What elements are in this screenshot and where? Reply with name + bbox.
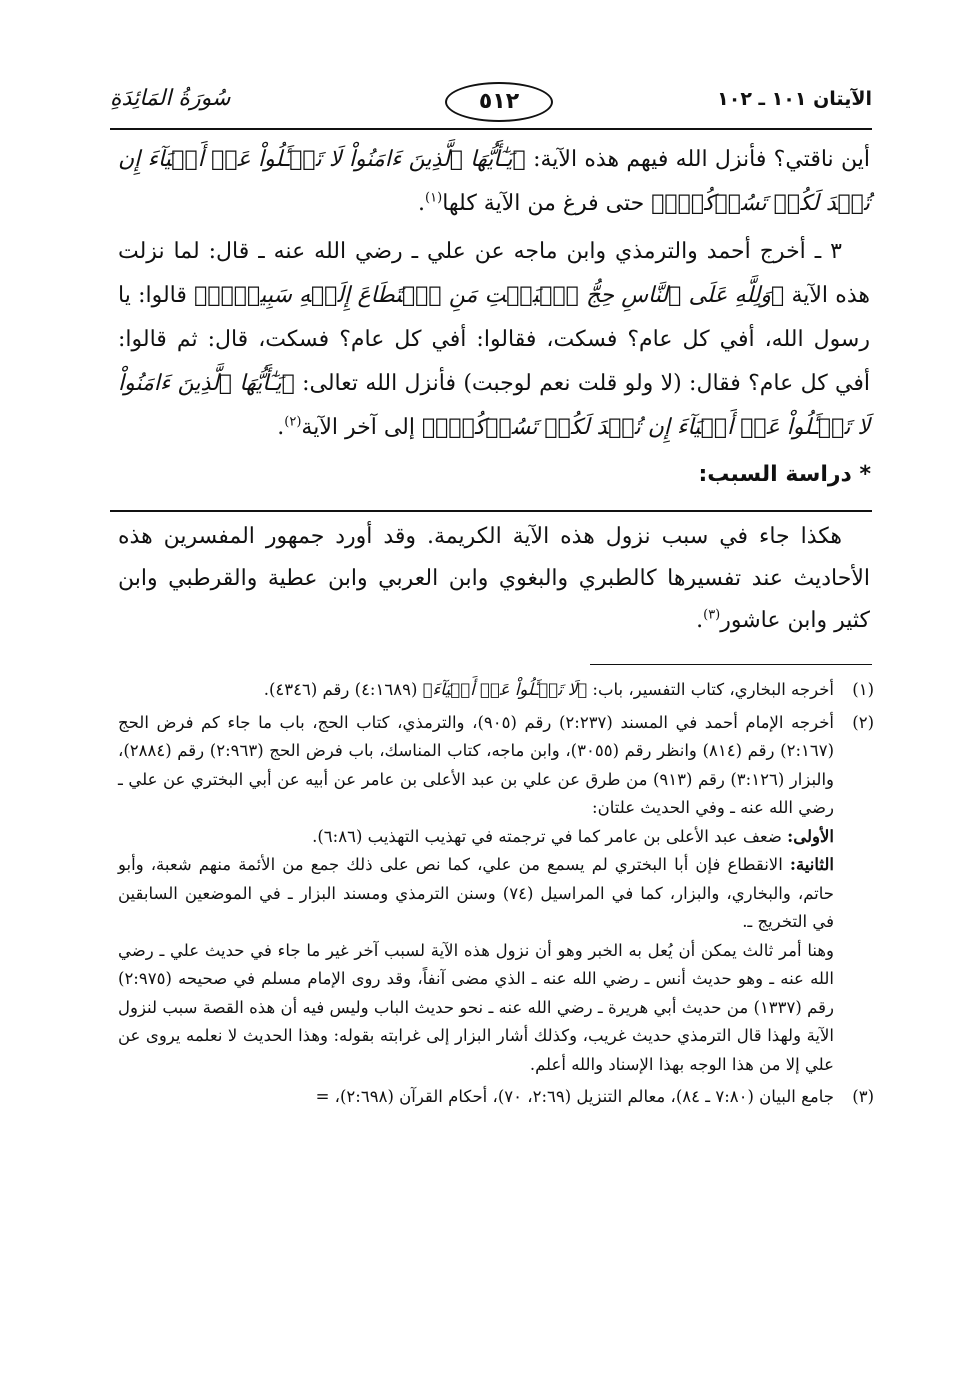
footnote-2 xyxy=(118,709,874,1080)
p1-text-a: أين ناقتي؟ فأنزل الله فيهم هذه الآية: xyxy=(525,147,870,172)
fn2-first-text: ضعف عبد الأعلى بن عامر كما في ترجمته في تهذيب التهذيب (٦:٨٦). xyxy=(312,826,788,846)
footnote-body xyxy=(118,676,834,705)
fn2-second xyxy=(118,851,834,937)
footnote-ref-1[interactable]: (١) xyxy=(425,190,443,206)
p2-text-b: قالوا: يا رسول الله، أفي كل عام؟ فسكت، فقالوا: أفي كل عام؟ فسكت، قال: ثم قالوا: أفي كل عام؟ فقال: (لا ولو قلت نعم لوجبت) فأنزل الله تعالى: xyxy=(118,283,870,396)
fn1-text-a: أخرجه البخاري، كتاب التفسير، باب: xyxy=(587,680,834,699)
fn2-second-text: الانقطاع فإن أبا البختري لم يسمع من علي، كما نص على ذلك جمع من الأئمة منهم شعبة، وأبو حاتم، والبخاري، والبزار، كما في المراسيل (٧٤) وسنن الترمذي ومسند البزار ـ في الموضعين السابقين في التخريج ـ. xyxy=(118,855,834,931)
study-text-a: هكذا جاء في سبب نزول هذه الآية الكريمة. وقد أورد جمهور المفسرين هذه الأحاديث عند تفسيرها كالطبري والبغوي وابن العربي وابن عطية والقرطبي وابن كثير وابن عاشور xyxy=(118,524,870,633)
footnote-1 xyxy=(118,676,874,705)
p2-text-a: ٣ ـ أخرج أحمد والترمذي وابن ماجه عن علي ـ رضي الله عنه ـ قال: لما نزلت هذه الآية xyxy=(118,239,870,308)
p2-text-c: إلى آخر الآية xyxy=(301,415,422,440)
main-text xyxy=(118,138,870,454)
p1-quran: ﴿يَـٰٓأَيُّهَا ٱلَّذِينَ ءَامَنُواْ لَا تَسۡـَٔلُواْ عَنۡ أَشۡيَآءَ إِن تُبۡدَ لَكُمۡ تَسُؤۡكُمۡۖ﴾ xyxy=(118,147,870,216)
fn2-first-label: الأولى: xyxy=(787,826,834,846)
study-text xyxy=(118,516,870,642)
header-divider xyxy=(110,128,872,130)
fn1-text-b: (٤:١٦٨٩) رقم (٤٣٤٦). xyxy=(263,680,423,699)
surah-title: سُورَةُ المَائِدَةِ xyxy=(110,86,231,111)
page-number: ٥١٢ xyxy=(445,82,553,122)
footnote-number: (٢) xyxy=(852,712,874,732)
footnote-divider xyxy=(590,664,872,665)
p2-quran-1: ﴿وَلِلَّهِ عَلَى ٱلنَّاسِ حِجُّ ٱلۡبَيۡتِ مَنِ ٱسۡتَطَاعَ إِلَيۡهِ سَبِيلٗاۚ﴾ xyxy=(194,283,785,308)
p2-end: . xyxy=(277,415,285,440)
footnote-number: (١) xyxy=(852,680,874,699)
footnote-ref-2[interactable]: (٢) xyxy=(284,414,302,430)
fn2-text: أخرجه الإمام أحمد في المسند (٢:٢٣٧) رقم (٩٠٥)، والترمذي، كتاب الحج، باب ما جاء كم فرض الحج (٢:١٦٧) رقم (٨١٤) وانظر رقم (٣٠٥٥)، وابن ماجه، كتاب المناسك، باب فرض الحج (٢:٩٦٣) رقم (٢٨٨٤)، والبزار (٣:١٢٦) رقم (٩١٣) من طرق عن علي بن عبد الأعلى بن عامر عن أبيه عن أبي البختري عن علي ـ رضي الله عنه ـ وفي الحديث علتان: xyxy=(118,712,835,817)
study-end: . xyxy=(696,608,704,633)
footnotes xyxy=(118,676,874,1116)
fn2-third: وهنا أمر ثالث يمكن أن يُعل به الخبر وهو أن نزول هذه الآية لسبب آخر غير ما جاء في حديث علي ـ رضي الله عنه ـ وهو حديث أنس ـ رضي الله عنه ـ الذي مضى آنفاً، وقد روى الإمام مسلم في صحيحه (٢:٩٧٥) رقم (١٣٣٧) من حديث أبي هريرة ـ رضي الله عنه ـ نحو حديث الباب وليس فيه أن هذه القصة سبب لنزول الآية ولهذا قال الترمذي حديث غريب، وكذلك أشار البزار إلى غرابته بقوله: وهذا الحديث لا نعلمه يروى عن علي إلا من هذا الوجه بهذا الإسناد والله أعلم. xyxy=(118,940,834,1074)
fn2-first xyxy=(118,823,834,852)
footnote-body xyxy=(118,709,834,1080)
footnote-ref-3[interactable]: (٣) xyxy=(703,607,721,623)
paragraph-1 xyxy=(118,138,870,226)
footnote-number: (٣) xyxy=(852,1087,874,1106)
footnote-3 xyxy=(118,1083,874,1112)
p2-quran-2: ﴿يَـٰٓأَيُّهَا ٱلَّذِينَ ءَامَنُواْ لَا تَسۡـَٔلُواْ عَنۡ أَشۡيَآءَ إِن تُبۡدَ لَكُمۡ تَسُؤۡكُمۡۖ﴾ xyxy=(118,371,870,440)
study-paragraph xyxy=(118,516,870,642)
paragraph-2 xyxy=(118,230,870,450)
section-divider xyxy=(110,510,872,512)
p1-end: . xyxy=(418,191,426,216)
verses-range: الآيتان ١٠١ ـ ١٠٢ xyxy=(717,88,872,110)
section-heading: * دراسة السبب: xyxy=(698,462,871,487)
footnote-body: جامع البيان (٧:٨٠ ـ ٨٤)، معالم التنزيل (٢:٦٩، ٧٠)، أحكام القرآن (٢:٦٩٨)، = xyxy=(315,1087,834,1106)
fn1-quran: ﴿لَا تَسۡـَٔلُواْ عَنۡ أَشۡيَآءَ﴾ xyxy=(422,680,588,699)
page-header xyxy=(110,82,872,124)
fn2-second-label: الثانية: xyxy=(789,855,834,874)
p1-text-b: حتى فرغ من الآية كلها xyxy=(442,191,652,216)
